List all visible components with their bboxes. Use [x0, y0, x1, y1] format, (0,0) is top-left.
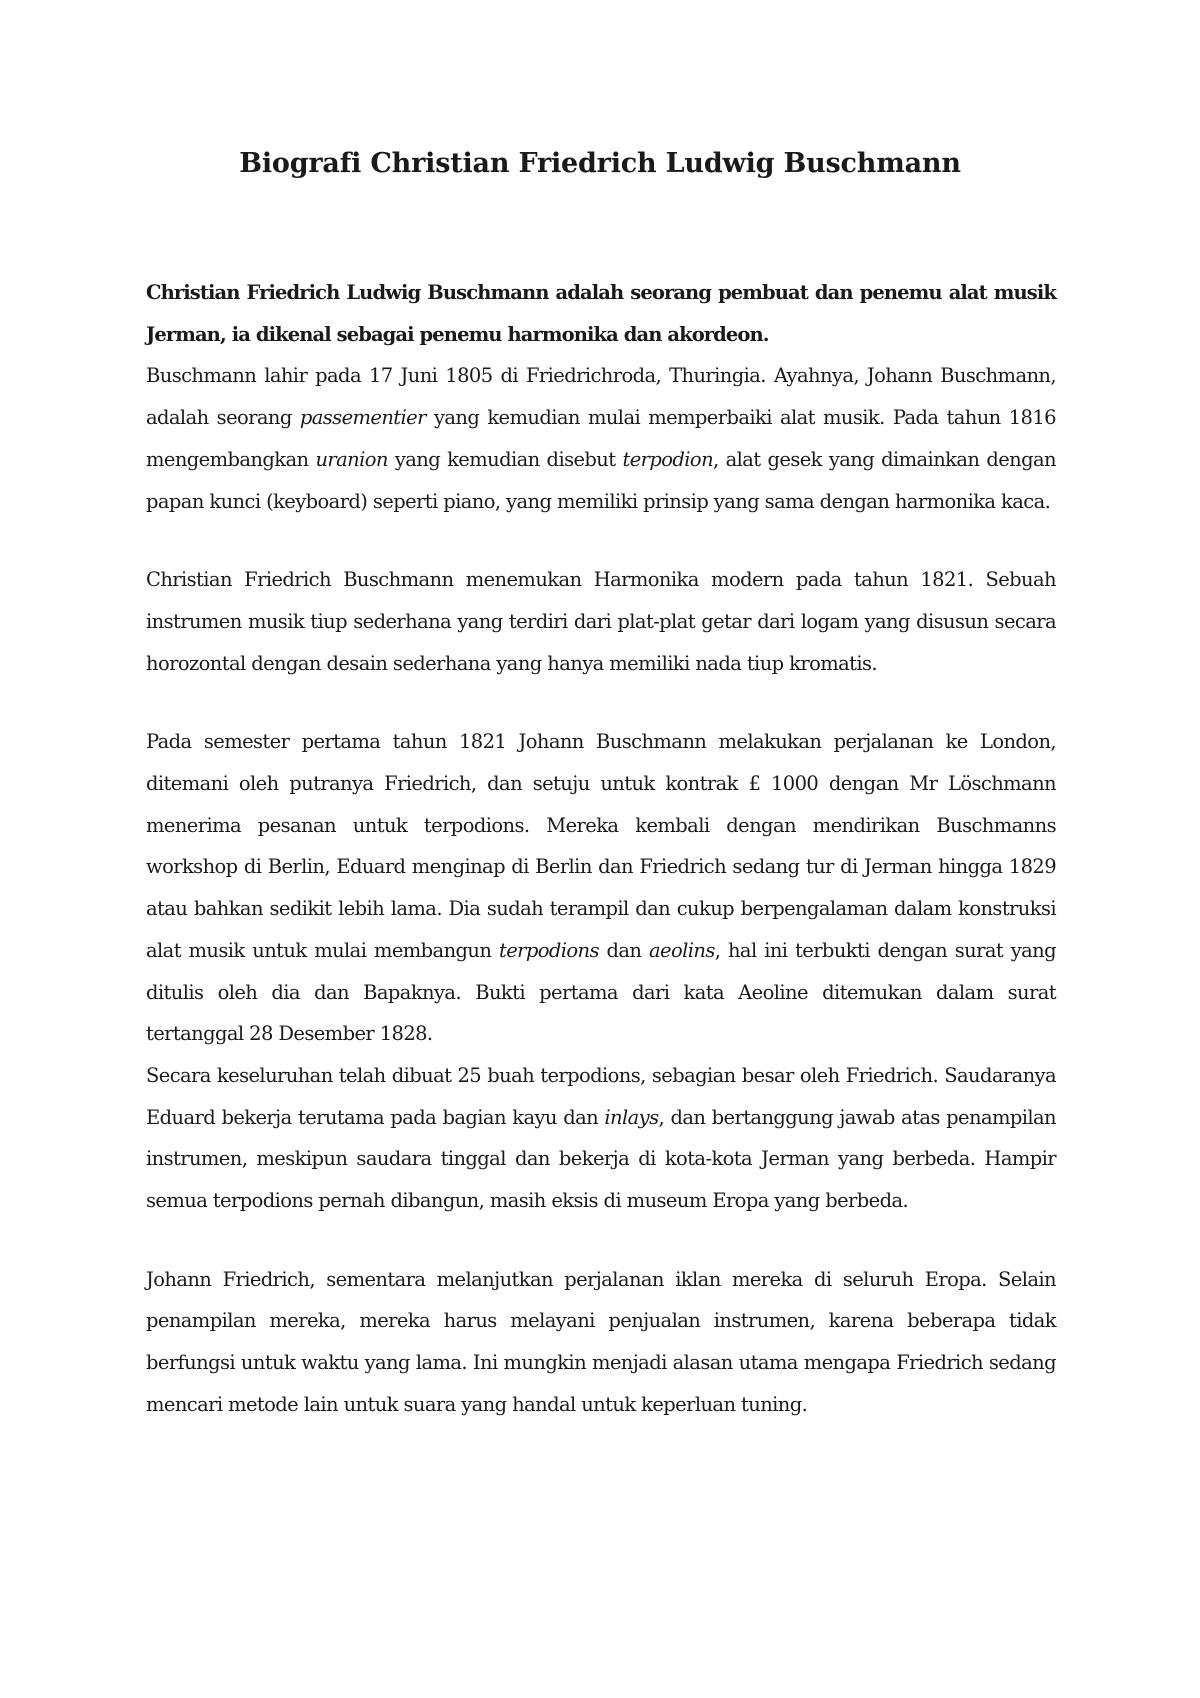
- paragraph-tuning: Johann Friedrich, sementara melanjutkan perjalanan iklan mereka di seluruh Eropa. Selain penampilan mereka, mereka harus melayani penjualan instrumen, karena beberapa tidak berfungsi untuk waktu yang lama. Ini mungkin menjadi alasan utama mengapa Friedrich sedang mencari metode lain untuk suara yang handal untuk keperluan tuning.: [146, 1267, 1056, 1416]
- italic-term: terpodions: [498, 938, 599, 962]
- italic-term: terpodion: [622, 447, 714, 471]
- italic-term: inlays: [604, 1105, 659, 1129]
- paragraph-harmonica: Christian Friedrich Buschmann menemukan Harmonika modern pada tahun 1821. Sebuah instrumen musik tiup sederhana yang terdiri dari plat-plat getar dari logam yang disusun secara horozontal dengan desain sederhana yang hanya memiliki nada tiup kromatis.: [146, 568, 1056, 675]
- text-run: , dan bertanggung jawab atas penampilan instrumen, meskipun saudara tinggal dan bekerja di kota-kota Jerman yang berbeda. Hampir semua terpodions pernah dibangun, masih eksis di museum Eropa yang berbeda.: [146, 1105, 1056, 1213]
- text-run: , alat gesek yang dimainkan dengan papan kunci (keyboard) seperti piano, yang memiliki prinsip yang sama dengan harmonika kaca.: [146, 447, 1056, 513]
- paragraph-terpodions: [146, 1055, 1056, 1222]
- text-run: yang kemudian disebut: [387, 447, 623, 471]
- paragraph-spacer: [146, 522, 1056, 559]
- text-run: , hal ini terbukti dengan surat yang ditulis oleh dia dan Bapaknya. Bukti pertama dari kata Aeoline ditemukan dalam surat tertanggal 28 Desember 1828.: [146, 938, 1056, 1046]
- text-run: yang kemudian mulai memperbaiki alat musik. Pada tahun 1816 mengembangkan: [146, 406, 1056, 471]
- italic-term: aeolins: [649, 938, 715, 962]
- italic-term: uranion: [315, 447, 388, 471]
- paragraph-birth: [146, 355, 1056, 522]
- text-run: Secara keseluruhan telah dibuat 25 buah terpodions, sebagian besar oleh Friedrich. Saudaranya Eduard bekerja terutama pada bagian kayu dan: [146, 1063, 1056, 1129]
- text-run: dan: [598, 938, 649, 962]
- italic-term: passementier: [299, 406, 426, 430]
- lead-paragraph: Christian Friedrich Ludwig Buschmann adalah seorang pembuat dan penemu alat musik Jerman, ia dikenal sebagai penemu harmonika dan akordeon.: [146, 281, 1056, 346]
- paragraph-london: [146, 721, 1056, 1055]
- page-title: Biografi Christian Friedrich Ludwig Buschmann: [239, 148, 961, 179]
- paragraph-spacer: [146, 1222, 1056, 1259]
- text-run: Buschmann lahir pada 17 Juni 1805 di Friedrichroda, Thuringia. Ayahnya, Johann Buschmann, adalah seorang: [146, 364, 1056, 430]
- text-run: Pada semester pertama tahun 1821 Johann Buschmann melakukan perjalanan ke London, ditemani oleh putranya Friedrich, dan setuju untuk kontrak £ 1000 dengan Mr Löschmann menerima pesanan untuk terpodions. Mereka kembali dengan mendirikan Buschmanns workshop di Berlin, Eduard menginap di Berlin dan Friedrich sedang tur di Jerman hingga 1829 atau bahkan sedikit lebih lama. Dia sudah terampil dan cukup berpengalaman dalam konstruksi alat musik untuk mulai membangun: [146, 730, 1056, 962]
- paragraph-spacer: [146, 684, 1056, 721]
- document-body: [146, 272, 1056, 1426]
